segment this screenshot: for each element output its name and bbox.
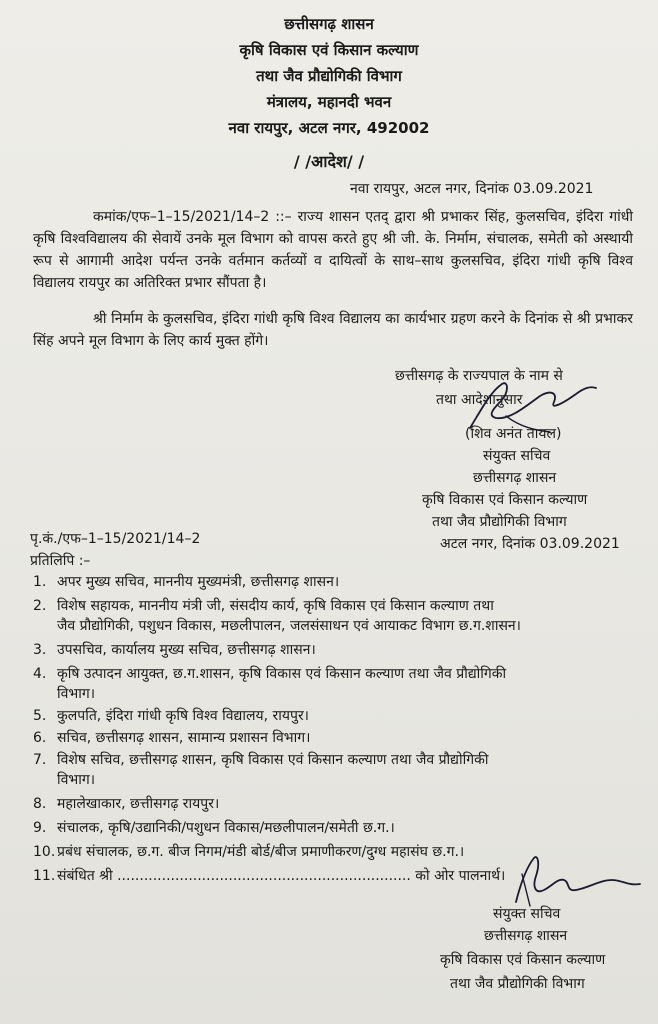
copy-item-text: महालेखाकार, छत्तीसगढ़ रायपुर। bbox=[57, 796, 220, 812]
copy-item-text: सचिव, छत्तीसगढ़ शासन, सामान्य प्रशासन विभाग। bbox=[57, 730, 311, 746]
copy-item-5 bbox=[33, 706, 309, 725]
order-paragraph-1: कमांक/एफ–1–15/2021/14–2 ::– राज्य शासन एतद् द्वारा श्री प्रभाकर सिंह, कुलसचिव, इंदिरा गांधी कृषि विश्वविद्यालय की सेवायें उनके मूल विभाग को वापस करते हुए श्री जी. के. निर्माम, संचालक, समेती को अस्थायी रूप से आगामी आदेश पर्यन्त उनके वर्तमान कर्तव्यों व दायित्वों के साथ–साथ कुलसचिव, इंदिरा गांधी कृषि विश्व विद्यालय रायपुर का अतिरिक्त प्रभार सौंपता है। bbox=[33, 209, 633, 291]
order-paragraph-2: श्री निर्माम के कुलसचिव, इंदिरा गांधी कृषि विश्व विद्यालय का कार्यभार ग्रहण करने के दिनांक से श्री प्रभाकर सिंह अपने मूल विभाग के लिए कार्य मुक्त होंगे। bbox=[33, 311, 633, 349]
copy-item-6 bbox=[33, 728, 310, 747]
sig1-designation: संयुक्त सचिव bbox=[483, 448, 551, 464]
sig2-designation: संयुक्त सचिव bbox=[493, 906, 561, 922]
copy-item-text: उपसचिव, कार्यालय मुख्य सचिव, छत्तीसगढ़ शासन। bbox=[57, 642, 316, 658]
copy-item-11 bbox=[33, 866, 505, 885]
copy-item-number: 10. bbox=[33, 844, 56, 860]
copy-item-3 bbox=[33, 640, 316, 659]
copy-item-4 bbox=[33, 664, 506, 683]
copy-item-number: 8. bbox=[33, 796, 47, 812]
copy-item-text: संबंधित श्री .................................................................. को ओर पालनार्थ। bbox=[57, 868, 506, 884]
sig1-dept-2: तथा जैव प्रौद्योगिकी विभाग bbox=[432, 514, 567, 530]
copy-item-number: 3. bbox=[33, 642, 47, 658]
sig1-dept-1: कृषि विकास एवं किसान कल्याण bbox=[422, 492, 588, 508]
header-building: मंत्रालय, महानदी भवन bbox=[266, 93, 392, 111]
copy-item-text: विशेष सचिव, छत्तीसगढ़ शासन, कृषि विकास एवं किसान कल्याण तथा जैव प्रौद्योगिकी bbox=[57, 752, 489, 768]
copy-item-2-cont: जैव प्रौद्योगिकी, पशुधन विकास, मछलीपालन, जलसंसाधन एवं आयाकट विभाग छ.ग.शासन। bbox=[57, 618, 521, 634]
copy-item-7 bbox=[33, 750, 489, 769]
copy-item-number: 1. bbox=[33, 574, 47, 590]
copy-item-8 bbox=[33, 794, 219, 813]
copy-item-7-cont: विभाग। bbox=[57, 772, 96, 788]
copy-item-text: कुलपति, इंदिरा गांधी कृषि विश्व विद्यालय, रायपुर। bbox=[57, 708, 309, 724]
copy-item-2 bbox=[33, 596, 494, 615]
header-dept-1: कृषि विकास एवं किसान कल्याण bbox=[239, 41, 419, 59]
order-date: नवा रायपुर, अटल नगर, दिनांक 03.09.2021 bbox=[350, 181, 594, 197]
sig1-name: (शिव अनंत तायल) bbox=[465, 426, 562, 442]
copy-item-number: 5. bbox=[33, 708, 47, 724]
copy-item-number: 2. bbox=[33, 598, 47, 614]
header-govt: छत्तीसगढ़ शासन bbox=[284, 15, 374, 33]
copy-item-1 bbox=[33, 572, 339, 591]
sig2-dept-2: तथा जैव प्रौद्योगिकी विभाग bbox=[450, 976, 585, 992]
copy-item-text: संचालक, कृषि/उद्यानिकी/पशुधन विकास/मछलीपालन/समेती छ.ग.। bbox=[57, 820, 395, 836]
copy-to-label: प्रतिलिपि :– bbox=[30, 553, 91, 569]
copy-item-4-cont: विभाग। bbox=[57, 686, 96, 702]
copy-item-number: 11. bbox=[33, 868, 56, 884]
copy-item-number: 4. bbox=[33, 666, 47, 682]
sig2-govt: छत्तीसगढ़ शासन bbox=[484, 928, 568, 944]
copy-item-text: अपर मुख्य सचिव, माननीय मुख्यमंत्री, छत्तीसगढ़ शासन। bbox=[57, 574, 340, 590]
endorsement-ref: पृ.कं./एफ–1–15/2021/14–2 bbox=[30, 531, 201, 547]
sig1-line1: छत्तीसगढ़ के राज्यपाल के नाम से bbox=[395, 368, 563, 384]
copy-item-9 bbox=[33, 818, 395, 837]
sig1-date: अटल नगर, दिनांक 03.09.2021 bbox=[440, 536, 620, 552]
copy-item-10 bbox=[33, 842, 464, 861]
order-title: / /आदेश/ / bbox=[293, 152, 365, 171]
copy-item-text: कृषि उत्पादन आयुक्त, छ.ग.शासन, कृषि विकास एवं किसान कल्याण तथा जैव प्रौद्योगिकी bbox=[57, 666, 507, 682]
sig1-govt: छत्तीसगढ़ शासन bbox=[473, 470, 557, 486]
copy-item-number: 7. bbox=[33, 752, 47, 768]
header-dept-2: तथा जैव प्रौद्योगिकी विभाग bbox=[256, 67, 402, 85]
copy-item-text: प्रबंध संचालक, छ.ग. बीज निगम/मंडी बोर्ड/बीज प्रमाणीकरण/दुग्ध महासंघ छ.ग.। bbox=[57, 844, 465, 860]
sig2-dept-1: कृषि विकास एवं किसान कल्याण bbox=[440, 952, 606, 968]
header-address: नवा रायपुर, अटल नगर, 492002 bbox=[228, 119, 430, 137]
sig1-line2: तथा आदेशानुसार bbox=[436, 392, 523, 408]
copy-item-text: विशेष सहायक, माननीय मंत्री जी, संसदीय कार्य, कृषि विकास एवं किसान कल्याण तथा bbox=[57, 598, 494, 614]
copy-item-number: 6. bbox=[33, 730, 47, 746]
copy-item-number: 9. bbox=[33, 820, 47, 836]
